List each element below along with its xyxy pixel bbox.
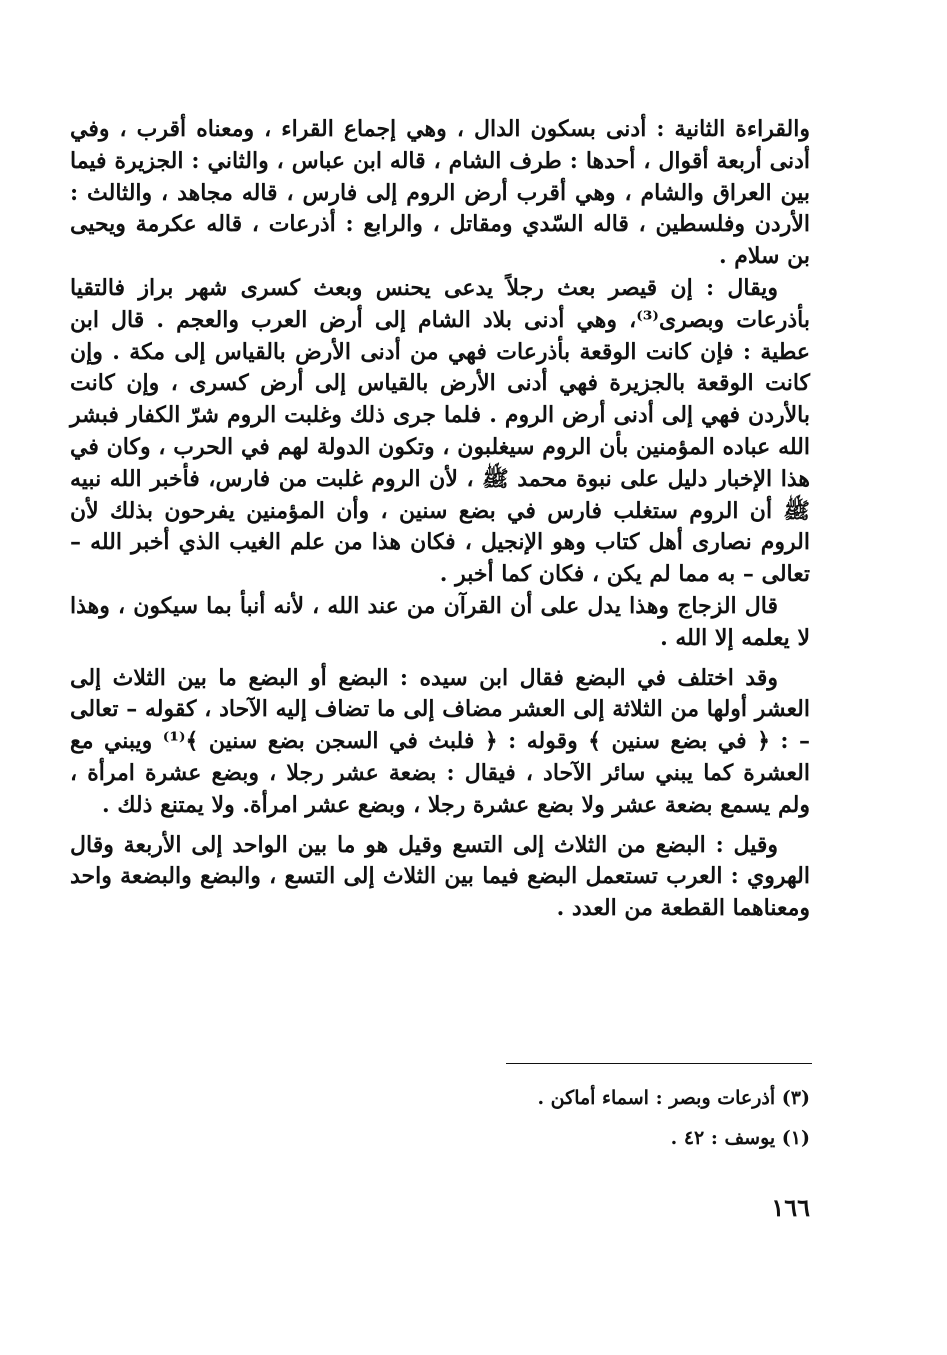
paragraph-2: ويقال : إن قيصر بعث رجلاً يدعى يحنس وبعث كسرى شهر براز فالتقيا بأذرعات وبصرى⁽³⁾، وهي أدنى بلاد الشام إلى أرض العرب والعجم . قال ابن عطية : فإن كانت الوقعة بأذرعات فهي من أدنى الأرض بالقياس إلى مكة . وإن كانت الوقعة بالجزيرة فهي أدنى الأرض بالقياس إلى أرض كسرى ، وإن كانت بالأردن فهي إلى أدنى أرض الروم . فلما جرى ذلك وغلبت الروم شرّ الكفار فبشر الله عباده المؤمنين بأن الروم سيغلبون ، وتكون الدولة لهم في الحرب ، وكان في هذا الإخبار دليل على نبوة محمد ﷺ ، لأن الروم غلبت من فارس، فأخبر الله نبيه ﷺ أن الروم ستغلب فارس في بضع سنين ، وأن المؤمنين يفرحون بذلك لأن الروم نصارى أهل كتاب وهو الإنجيل ، فكان هذا من علم الغيب الذي أخبر الله – تعالى – به مما لم يكن ، فكان كما أخبر . — [70, 274, 811, 588]
paragraph-5: وقيل : البضع من الثلاث إلى التسع وقيل هو ما بين الواحد إلى الأربعة وقال الهروي : العرب تستعمل البضع فيما بين الثلاث إلى التسع ، والبضع والبضعة واحد ومعناهما القطعة من العدد . — [70, 831, 810, 922]
footnote-1: (١) يوسف : ٤٢ . — [670, 1127, 810, 1149]
main-text — [70, 114, 810, 925]
paragraph-1: والقراءة الثانية : أدنى بسكون الدال ، وهي إجماع القراء ، ومعناه أقرب ، وفي أدنى أربعة أقوال ، أحدها : طرف الشام ، قاله ابن عباس ، والثاني : الجزيرة فيما بين العراق والشام ، وهي أقرب أرض الروم إلى فارس ، قاله مجاهد ، والثالث : الأردن وفلسطين ، قاله السّدي ومقاتل ، والرابع : أذرعات ، قاله عكرمة ويحيى بن سلام . — [70, 116, 810, 270]
page-number: ١٦٦ — [771, 1193, 810, 1222]
footnote-divider — [506, 1063, 812, 1064]
paragraph-3: قال الزجاج وهذا يدل على أن القرآن من عند الله ، لأنه أنبأ بما سيكون ، وهذا لا يعلمه إلا الله . — [70, 592, 810, 651]
footnotes — [300, 1078, 810, 1158]
footnote-3: (٣) أذرعات وبصر : اسماء أماكن . — [537, 1087, 810, 1109]
paragraph-4: وقد اختلف في البضع فقال ابن سيده : البضع أو البضع ما بين الثلاث إلى العشر أولها من الثلاثة إلى العشر مضاف إلى ما تضاف إليه الآحاد ، كقوله – تعالى – : ﴿ في بضع سنين ﴾ وقوله : ﴿ فلبث في السجن بضع سنين ﴾⁽¹⁾ ويبني مع العشرة كما يبني سائر الآحاد ، فيقال : بضعة عشر رجلا ، وبضع عشرة امرأة ، ولم يسمع بضعة عشر ولا بضع عشرة رجلا ، وبضع عشر امرأة. ولا يمتنع ذلك . — [70, 664, 811, 818]
